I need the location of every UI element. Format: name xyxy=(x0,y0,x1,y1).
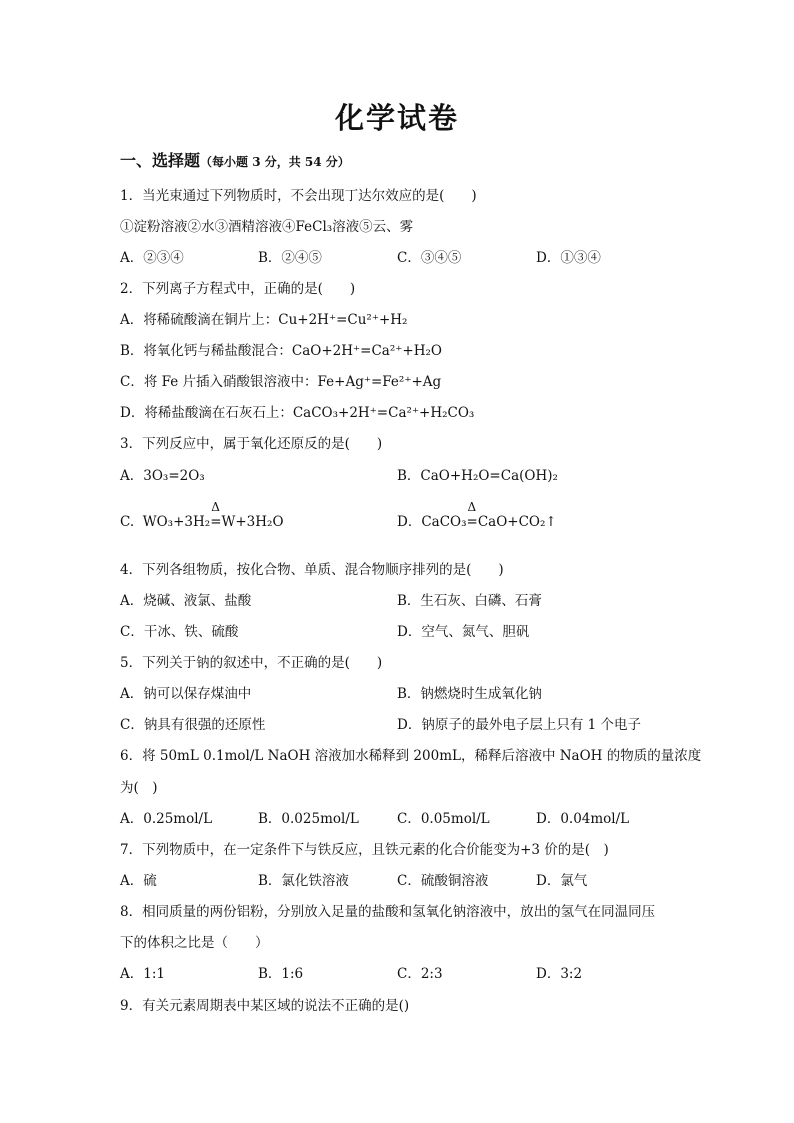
question-3-option-c xyxy=(120,500,284,532)
question-4-option-c: C．干冰、铁、硫酸 xyxy=(120,624,239,640)
question-7-option-c: C．硫酸铜溶液 xyxy=(397,873,489,889)
question-1-items: ①淀粉溶液②水③酒精溶液④FeCl₃溶液⑤云、雾 xyxy=(120,219,414,235)
equals-sign: = xyxy=(466,514,478,530)
question-7-option-b: B．氯化铁溶液 xyxy=(258,873,349,889)
question-5-option-d: D．钠原子的最外电子层上只有 1 个电子 xyxy=(397,717,641,733)
section-note: （每小题 3 分，共 54 分） xyxy=(200,155,350,169)
question-5-option-c: C．钠具有很强的还原性 xyxy=(120,717,266,733)
option-d-label: D． xyxy=(397,514,422,530)
option-c-reactants: WO₃+3H₂ xyxy=(142,514,211,530)
option-d-products: CaO+CO₂↑ xyxy=(477,514,557,530)
question-1-stem: 1．当光束通过下列物质时，不会出现丁达尔效应的是( ) xyxy=(120,188,477,204)
question-2-option-a: A．将稀硫酸滴在铜片上：Cu+2H⁺=Cu²⁺+H₂ xyxy=(120,312,408,328)
question-3-option-a: A．3O₃=2O₃ xyxy=(120,468,205,484)
section-heading xyxy=(120,148,350,171)
question-3-option-d xyxy=(397,500,557,532)
page-title: 化学试卷 xyxy=(334,101,459,135)
option-d-reactants: CaCO₃ xyxy=(421,514,467,530)
question-8-stem-line-2: 下的体积之比是（ ） xyxy=(120,935,269,951)
option-c-label: C. xyxy=(120,514,135,530)
question-5-stem: 5．下列关于钠的叙述中，不正确的是( ) xyxy=(120,655,383,671)
question-6-stem-line-1: 6．将 50mL 0.1mol/L NaOH 溶液加水稀释到 200mL，稀释后溶液中 NaOH 的物质的量浓度 xyxy=(120,748,702,764)
option-c-products: W+3H₂O xyxy=(221,514,284,530)
heat-delta-icon: Δ xyxy=(211,500,220,514)
question-6-option-a: A．0.25mol/L xyxy=(120,811,213,827)
heat-equals-sign xyxy=(466,500,478,532)
question-7-option-a: A．硫 xyxy=(120,873,157,889)
question-1-option-d: D．①③④ xyxy=(536,250,601,266)
question-3-option-b: B．CaO+H₂O=Ca(OH)₂ xyxy=(397,468,558,484)
heat-equals-sign xyxy=(210,500,222,532)
question-2-stem: 2．下列离子方程式中，正确的是( ) xyxy=(120,281,356,297)
question-9-stem: 9．有关元素周期表中某区域的说法不正确的是() xyxy=(120,998,410,1014)
question-5-option-a: A．钠可以保存煤油中 xyxy=(120,686,252,702)
equals-sign: = xyxy=(210,514,222,530)
question-2-option-b: B．将氧化钙与稀盐酸混合：CaO+2H⁺=Ca²⁺+H₂O xyxy=(120,343,442,359)
question-8-stem-line-1: 8．相同质量的两份铝粉，分别放入足量的盐酸和氢氧化钠溶液中，放出的氢气在同温同压 xyxy=(120,904,656,920)
question-6-option-b: B．0.025mol/L xyxy=(258,811,359,827)
question-3-stem: 3．下列反应中，属于氧化还原反的是( ) xyxy=(120,436,383,452)
question-6-option-c: C．0.05mol/L xyxy=(397,811,490,827)
question-2-option-d: D．将稀盐酸滴在石灰石上：CaCO₃+2H⁺=Ca²⁺+H₂CO₃ xyxy=(120,405,475,421)
question-1-option-b: B．②④⑤ xyxy=(258,250,322,266)
question-1-option-c: C．③④⑤ xyxy=(397,250,462,266)
heat-delta-icon: Δ xyxy=(467,500,477,514)
question-8-option-c: C．2:3 xyxy=(397,966,443,982)
question-7-stem: 7．下列物质中，在一定条件下与铁反应，且铁元素的化合价能变为+3 价的是( ) xyxy=(120,842,609,858)
question-5-option-b: B．钠燃烧时生成氧化钠 xyxy=(397,686,542,702)
question-8-option-a: A．1:1 xyxy=(120,966,165,982)
question-4-option-a: A．烧碱、液氯、盐酸 xyxy=(120,593,252,609)
question-6-option-d: D．0.04mol/L xyxy=(536,811,630,827)
question-4-option-b: B．生石灰、白磷、石膏 xyxy=(397,593,542,609)
question-8-option-d: D．3:2 xyxy=(536,966,583,982)
question-1-option-a: A．②③④ xyxy=(120,250,184,266)
question-2-option-c: C．将 Fe 片插入硝酸银溶液中：Fe+Ag⁺=Fe²⁺+Ag xyxy=(120,374,442,390)
question-8-option-b: B．1:6 xyxy=(258,966,304,982)
question-4-option-d: D．空气、氮气、胆矾 xyxy=(397,624,530,640)
question-6-stem-line-2: 为( ) xyxy=(120,780,158,796)
question-7-option-d: D．氯气 xyxy=(536,873,588,889)
section-title: 一、选择题 xyxy=(120,151,201,170)
question-4-stem: 4．下列各组物质，按化合物、单质、混合物顺序排列的是( ) xyxy=(120,562,504,578)
